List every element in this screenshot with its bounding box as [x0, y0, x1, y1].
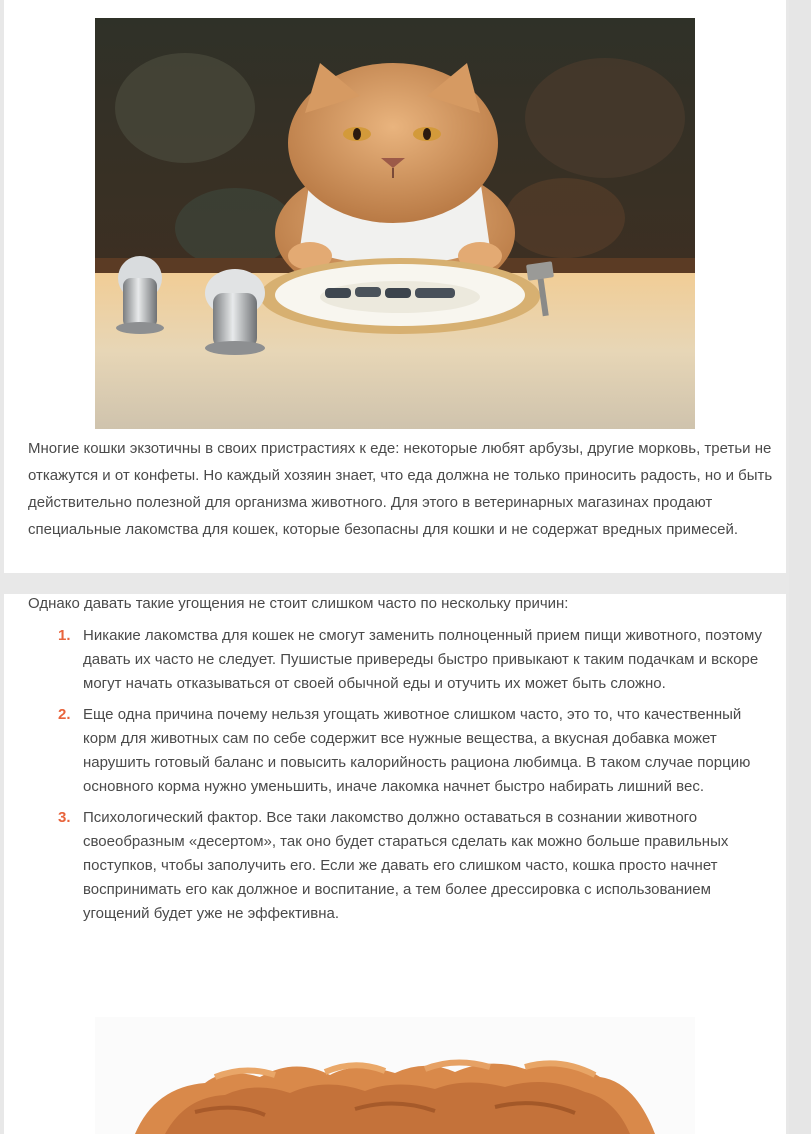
cat-at-dinner-table-photo-icon	[95, 18, 695, 429]
list-item	[28, 806, 768, 926]
list-item-number: 2.	[58, 706, 71, 723]
list-item-number: 3.	[58, 809, 71, 826]
list-item	[28, 624, 768, 696]
list-item-text: Психологический фактор. Все таки лакомство должно оставаться в сознании животного своеобразным «десертом», так оно будет стараться сделать как можно больше правильных поступков, чтобы заполучить его. Если же давать его слишком часто, кошка просто начнет воспринимать его как должное и воспитание, а тем более дрессировка с использованием угощений будет уже не эффективна.	[83, 809, 729, 922]
reasons-list	[28, 624, 768, 933]
treats-photo	[95, 1017, 695, 1134]
list-item-number: 1.	[58, 627, 71, 644]
list-item	[28, 703, 768, 799]
dried-chicken-treats-photo-icon	[95, 1017, 695, 1134]
list-item-text: Еще одна причина почему нельзя угощать животное слишком часто, это то, что качественный корм для животных сам по себе содержит все нужные вещества, а вкусная добавка может нарушить готовый баланс и повысить калорийность рациона любимца. В таком случае порцию основного корма нужно уменьшить, иначе лакомка начнет быстро набирать лишний вес.	[83, 706, 751, 795]
list-item-text: Никакие лакомства для кошек не смогут заменить полноценный прием пищи животного, поэтому давать их часто не следует. Пушистые привереды быстро привыкают к таким подачкам и вскоре могут начать отказываться от своей обычной еды и отучить их может быть сложно.	[83, 627, 762, 692]
scrollbar-track[interactable]	[789, 0, 811, 1134]
cat-photo	[95, 18, 695, 429]
reasons-lead-paragraph: Однако давать такие угощения не стоит слишком часто по нескольку причин:	[28, 595, 569, 612]
intro-paragraph: Многие кошки экзотичны в своих пристрастиях к еде: некоторые любят арбузы, другие морковь, третьи не откажутся и от конфеты. Но каждый хозяин знает, что еда должна не только приносить радость, но и быть действительно полезной для организма животного. Для этого в ветеринарных магазинах продают специальные лакомства для кошек, которые безопасны для кошки и не содержат вредных примесей.	[28, 440, 773, 538]
